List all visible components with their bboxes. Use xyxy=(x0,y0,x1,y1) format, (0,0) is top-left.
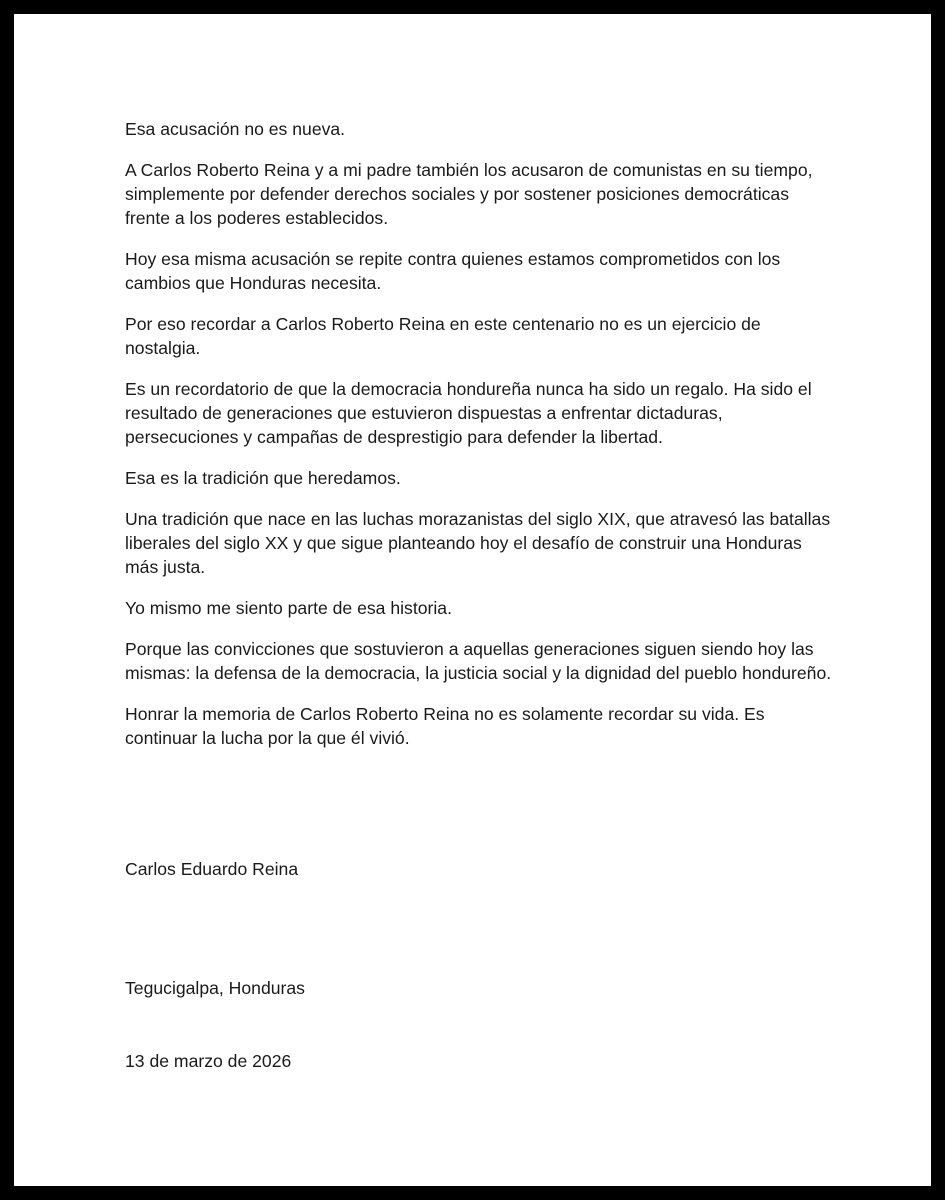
paragraph: Yo mismo me siento parte de esa historia. xyxy=(125,598,452,618)
letter-body xyxy=(125,117,837,767)
signature-name: Carlos Eduardo Reina xyxy=(125,859,299,879)
paragraph: A Carlos Roberto Reina y a mi padre también los acusaron de comunistas en su tiempo, simplemente por defender derechos sociales y por sostener posiciones democráticas frente a los poderes establecidos. xyxy=(125,160,813,228)
document-page xyxy=(14,14,931,1186)
paragraph: Hoy esa misma acusación se repite contra quienes estamos comprometidos con los cambios que Honduras necesita. xyxy=(125,249,781,293)
date-line: 13 de marzo de 2026 xyxy=(125,1051,292,1071)
paragraph: Una tradición que nace en las luchas morazanistas del siglo XIX, que atravesó las batallas liberales del siglo XX y que sigue planteando hoy el desafío de construir una Honduras más justa. xyxy=(125,509,831,577)
paragraph: Esa acusación no es nueva. xyxy=(125,119,346,139)
paragraph: Es un recordatorio de que la democracia hondureña nunca ha sido un regalo. Ha sido el resultado de generaciones que estuvieron dispuestas a enfrentar dictaduras, persecuciones y campañas de desprestigio para defender la libertad. xyxy=(125,379,812,447)
place-line: Tegucigalpa, Honduras xyxy=(125,978,305,998)
paragraph: Por eso recordar a Carlos Roberto Reina en este centenario no es un ejercicio de nostalgia. xyxy=(125,314,761,358)
paragraph: Honrar la memoria de Carlos Roberto Reina no es solamente recordar su vida. Es continuar la lucha por la que él vivió. xyxy=(125,704,765,748)
paragraph: Esa es la tradición que heredamos. xyxy=(125,468,401,488)
paragraph: Porque las convicciones que sostuvieron a aquellas generaciones siguen siendo hoy las mismas: la defensa de la democracia, la justicia social y la dignidad del pueblo hondureño. xyxy=(125,639,832,683)
